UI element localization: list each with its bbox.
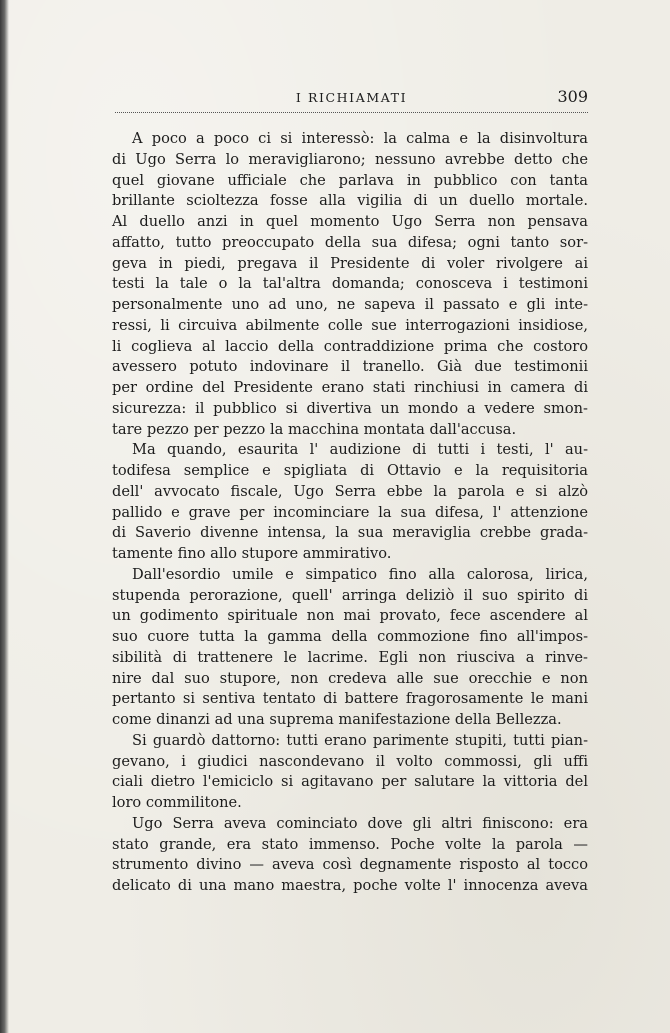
text-line: personalmente uno ad uno, ne sapeva il passato e gli inte-	[112, 296, 588, 313]
text-line: li coglieva al laccio della contraddizione prima che costoro	[112, 337, 588, 355]
text-line: stupenda perorazione, quell' arringa deliziò il suo spirito di	[112, 586, 588, 604]
header-dotted-rule	[115, 112, 588, 113]
text-line: stato grande, era stato immenso. Poche volte la parola —	[112, 835, 588, 853]
text-line: tamente fino allo stupore ammirativo.	[112, 545, 392, 562]
text-line: affatto, tutto preoccupato della sua difesa; ogni tanto sor-	[112, 233, 588, 251]
text-line: pertanto si sentiva tentato di battere fragorosamente le mani	[112, 690, 588, 708]
text-line: come dinanzi ad una suprema manifestazione della Bellezza.	[112, 711, 562, 728]
text-line: quel giovane ufficiale che parlava in pubblico con tanta	[112, 171, 588, 189]
body-text	[112, 129, 588, 897]
text-line: ciali dietro l'emiciclo si agitavano per salutare la vittoria del	[112, 773, 588, 791]
text-line: di Ugo Serra lo meravigliarono; nessuno avrebbe detto che	[112, 150, 588, 168]
page-binding-shadow	[0, 0, 9, 1033]
text-line: sicurezza: il pubblico si divertiva un mondo a vedere smon-	[112, 399, 588, 417]
running-header	[115, 86, 588, 116]
running-title: I RICHIAMATI	[295, 90, 408, 105]
text-line: Si guardò dattorno: tutti erano parimente stupiti, tutti pian-	[132, 731, 588, 749]
text-line: A poco a poco ci si interessò: la calma e la disinvoltura	[132, 130, 588, 147]
text-line: geva in piedi, pregava il Presidente di voler rivolgere ai	[112, 254, 588, 272]
text-line: nire dal suo stupore, non credeva alle sue orecchie e non	[112, 669, 588, 687]
text-line: per ordine del Presidente erano stati rinchiusi in camera di	[112, 379, 588, 396]
text-line: brillante scioltezza fosse alla vigilia di un duello mortale.	[112, 192, 588, 210]
text-line: todifesa semplice e spigliata di Ottavio e la requisitoria	[112, 462, 588, 479]
text-line: testi la tale o la tal'altra domanda; conosceva i testimoni	[112, 275, 588, 293]
text-line: un godimento spirituale non mai provato, fece ascendere al	[112, 607, 588, 625]
text-line: tare pezzo per pezzo la macchina montata dall'accusa.	[112, 420, 517, 438]
text-line: ressi, li circuiva abilmente colle sue interrogazioni insidiose,	[112, 316, 588, 334]
text-line: loro commilitone.	[112, 794, 242, 811]
text-line: Ugo Serra aveva cominciato dove gli altri finiscono: era	[132, 814, 588, 832]
text-line: di Saverio divenne intensa, la sua meraviglia crebbe grada-	[112, 524, 588, 542]
text-line: avessero potuto indovinare il tranello. Già due testimonii	[112, 358, 588, 376]
text-line: Ma quando, esaurita l' audizione di tutti i testi, l' au-	[132, 441, 588, 459]
text-line: Dall'esordio umile e simpatico fino alla calorosa, lirica,	[132, 565, 588, 583]
text-line: dell' avvocato fiscale, Ugo Serra ebbe la parola e si alzò	[112, 482, 588, 500]
text-line: strumento divino — aveva così degnamente risposto al tocco	[112, 856, 588, 874]
text-line: Al duello anzi in quel momento Ugo Serra non pensava	[112, 213, 588, 230]
text-line: sibilità di trattenere le lacrime. Egli non riusciva a rinve-	[112, 648, 588, 666]
text-line: gevano, i giudici nascondevano il volto commossi, gli uffi	[112, 752, 588, 770]
text-line: delicato di una mano maestra, poche volte l' innocenza aveva	[112, 877, 588, 894]
text-line: suo cuore tutta la gamma della commozione fino all'impos-	[112, 628, 588, 645]
page-number: 309	[557, 87, 588, 106]
text-line: pallido e grave per incominciare la sua difesa, l' attenzione	[112, 503, 588, 521]
